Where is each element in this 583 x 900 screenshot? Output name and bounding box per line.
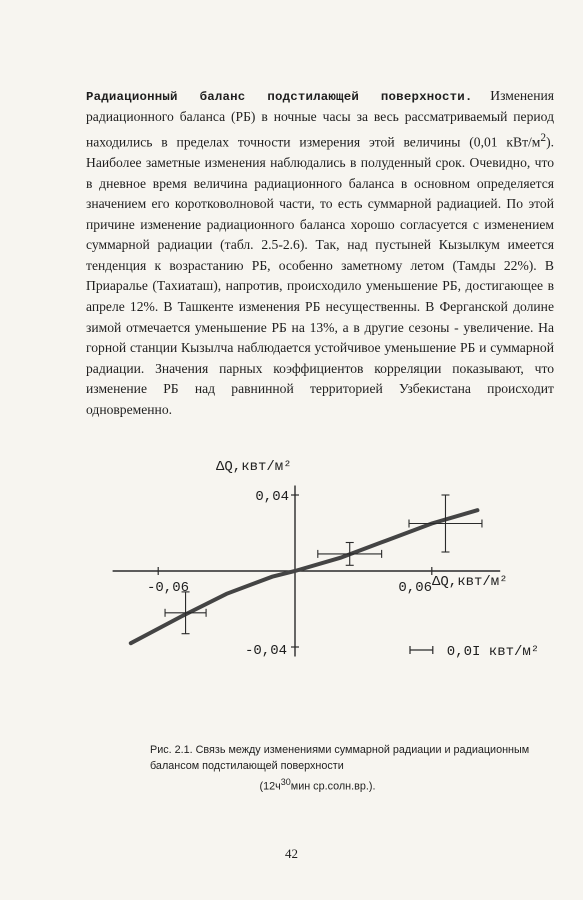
figure xyxy=(0,450,583,740)
paragraph-text-2: ). Наиболее заметные изменения наблюдались в полуденный срок. Очевидно, что в дневное время величина радиационного баланса в основном определяется значением его коротковолновой части, то есть суммарной радиацией. По этой причине изменение радиационного баланса хорошо согласуется с изменением суммарной радиации (табл. 2.5-2.6). Так, над пустыней Кызылкум имеется тенденция к возрастанию РБ, особенно заметному летом (Тамды 22%). В Приаралье (Тахиаташ), напротив, происходило уменьшение РБ, достигающее в апреле 12%. В Ташкенте изменения РБ несущественны. В Ферганской долине зимой отмечается уменьшение РБ на 13%, а в другие сезоны - увеличение. На горной станции Кызылча наблюдается устойчивое уменьшение РБ и суммарной радиации. Значения парных коэффициентов корреляции показывают, что изменение РБ над равнинной территорией Узбекистана происходит одновременно. xyxy=(86,134,554,418)
regression-curve xyxy=(131,510,478,643)
superscript-2: 2 xyxy=(540,131,547,144)
figure-caption xyxy=(150,742,545,795)
section-heading: Радиационный баланс подстилающей поверхности. xyxy=(86,89,473,104)
y-axis-label: ΔQ,квт/м² xyxy=(216,459,292,475)
chart-axes xyxy=(113,486,501,657)
page-number: 42 xyxy=(285,846,298,861)
data-point xyxy=(165,592,206,634)
caption-time: (12ч xyxy=(259,780,281,793)
caption-line-2 xyxy=(150,774,545,795)
x-axis-label: ΔQ,квт/м² xyxy=(432,574,508,590)
y-tick-label: 0,04 xyxy=(255,489,289,505)
y-tick-label: -0,04 xyxy=(244,643,287,659)
x-tick-label: -0,06 xyxy=(146,580,190,596)
caption-sup: 30 xyxy=(280,777,291,787)
chart xyxy=(0,450,583,740)
scale-bar-label: 0,0I квт/м² xyxy=(446,644,540,660)
caption-time-suffix: мин ср.солн.вр.). xyxy=(290,780,376,793)
data-point xyxy=(409,495,482,552)
x-tick-label: 0,06 xyxy=(398,580,432,596)
body-paragraph xyxy=(86,86,554,421)
caption-line-1: Рис. 2.1. Связь между изменениями суммарной радиации и радиационным балансом подстилающей поверхности xyxy=(150,744,530,772)
scale-bar xyxy=(410,646,433,654)
paragraph-text-1: Изменения радиационного баланса (РБ) в ночные часы за весь рассматриваемый период находились в пределах точности измерения этой величины (0,01 кВт/м xyxy=(86,87,554,150)
